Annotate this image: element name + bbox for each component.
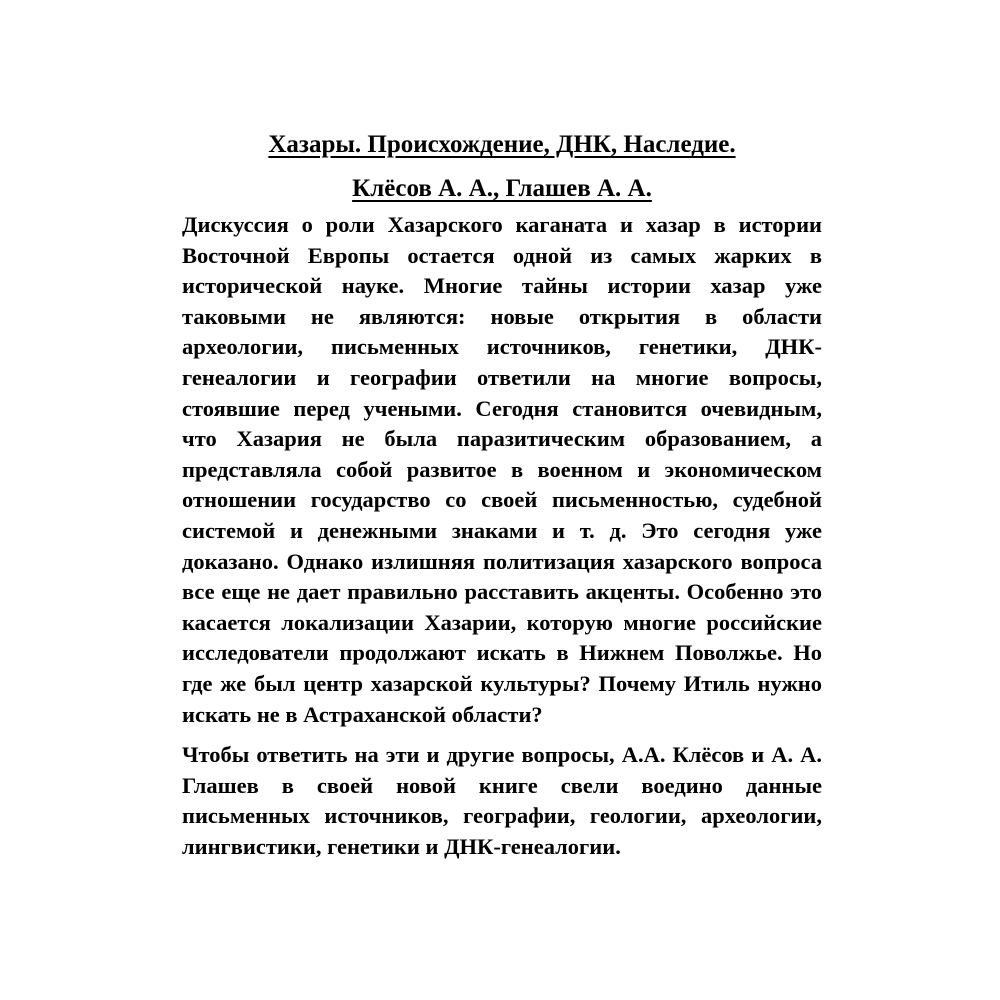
book-title: Хазары. Происхождение, ДНК, Наследие. bbox=[268, 131, 736, 158]
book-authors: Клёсов А. А., Глашев А. А. bbox=[352, 175, 652, 202]
description-paragraph-1: Дискуссия о роли Хазарского каганата и хазар в истории Восточной Европы остается одной из самых жарких в исторической науке. Многие тайны истории хазар уже таковыми не являются: новые открытия в области археологии, письменных источников, генетики, ДНК-генеалогии и географии ответили на многие вопросы, стоявшие перед учеными. Сегодня становится очевидным, что Хазария не была паразитическим образованием, а представляла собой развитое в военном и экономическом отношении государство со своей письменностью, судебной системой и денежными знаками и т. д. Это сегодня уже доказано. Однако излишняя политизация хазарского вопроса все еще не дает правильно расставить акценты. Особенно это касается локализации Хазарии, которую многие российские исследователи продолжают искать в Нижнем Поволжье. Но где же был центр хазарской культуры? Почему Итиль нужно искать не в Астраханской области? bbox=[182, 212, 822, 727]
description-paragraph-2: Чтобы ответить на эти и другие вопросы, А.А. Клёсов и А. А. Глашев в своей новой книге свели воедино данные письменных источников, географии, геологии, археологии, лингвистики, генетики и ДНК-генеалогии. bbox=[182, 742, 822, 859]
document-page bbox=[182, 124, 822, 862]
